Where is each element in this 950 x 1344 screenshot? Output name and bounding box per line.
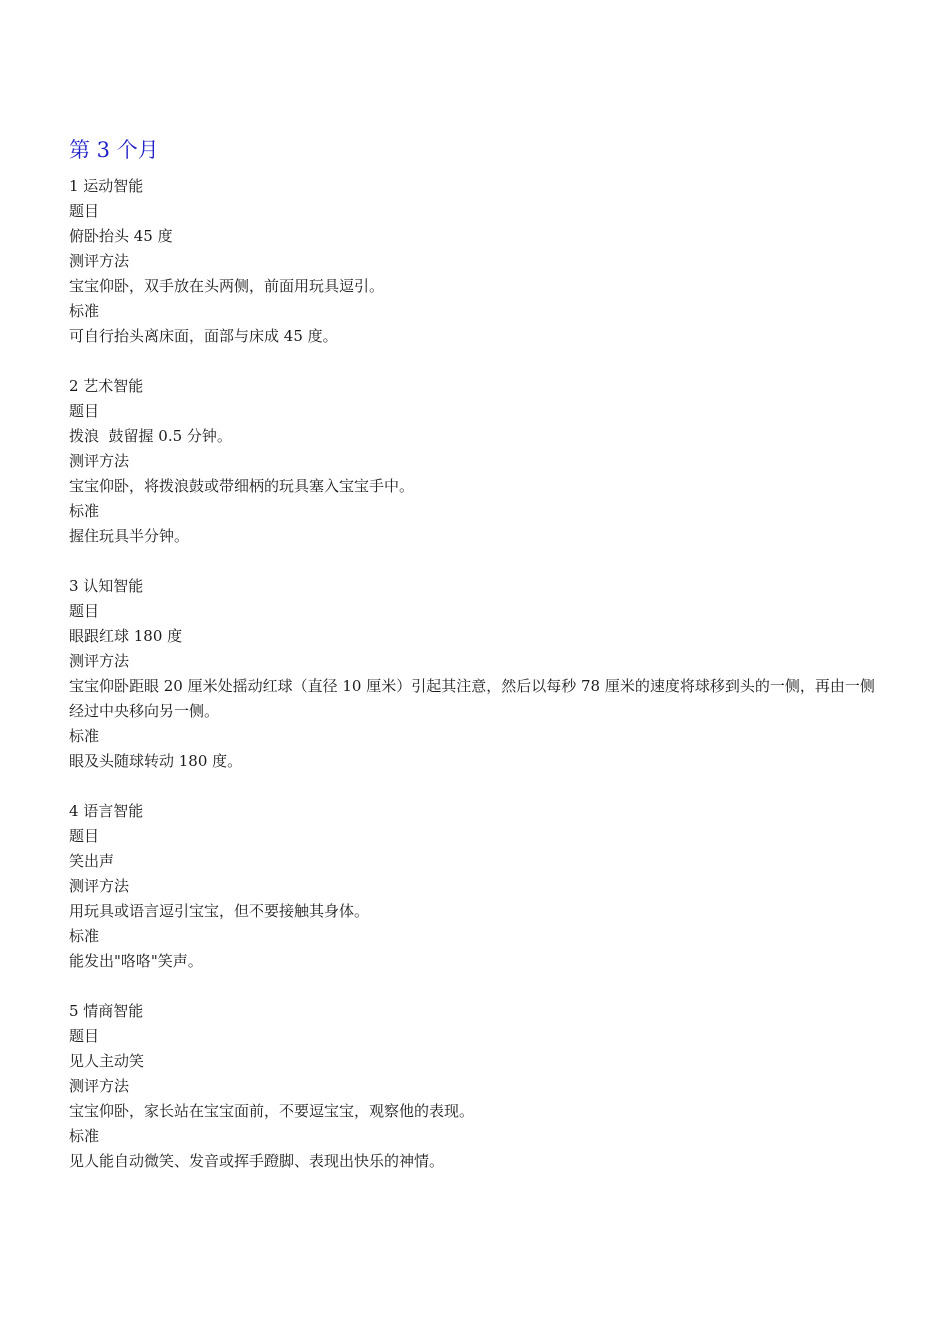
section-heading: 5 情商智能 [69,1002,144,1020]
method-label: 测评方法 [69,652,130,670]
method-text: 宝宝仰卧，将拨浪鼓或带细柄的玩具塞入宝宝手中。 [69,477,415,495]
section-heading: 4 语言智能 [69,802,144,820]
item-text: 眼跟红球 180 度 [69,627,183,645]
section-heading: 3 认知智能 [69,577,144,595]
method-text: 用玩具或语言逗引宝宝，但不要接触其身体。 [69,902,370,920]
item-label: 题目 [69,202,100,220]
method-label: 测评方法 [69,1077,130,1095]
standard-text: 见人能自动微笑、发音或挥手蹬脚、表现出快乐的神情。 [69,1152,445,1170]
method-label: 测评方法 [69,452,130,470]
item-label: 题目 [69,827,100,845]
section-emotional [69,999,889,1174]
method-label: 测评方法 [69,877,130,895]
method-label: 测评方法 [69,252,130,270]
standard-label: 标准 [69,727,100,745]
standard-label: 标准 [69,927,100,945]
method-text: 宝宝仰卧，家长站在宝宝面前，不要逗宝宝，观察他的表现。 [69,1102,475,1120]
item-text: 拨浪 鼓留握 0.5 分钟。 [69,427,232,445]
method-text: 宝宝仰卧距眼 20 厘米处摇动红球（直径 10 厘米）引起其注意，然后以每秒 78 厘米的速度将球移到头的一侧，再由一侧经过中央移向另一侧。 [69,677,875,720]
item-label: 题目 [69,1027,100,1045]
standard-text: 能发出"咯咯"笑声。 [69,952,203,970]
standard-text: 握住玩具半分钟。 [69,527,190,545]
standard-label: 标准 [69,1127,100,1145]
item-text: 见人主动笑 [69,1052,145,1070]
standard-text: 可自行抬头离床面，面部与床成 45 度。 [69,327,338,345]
standard-label: 标准 [69,302,100,320]
standard-label: 标准 [69,502,100,520]
item-text: 笑出声 [69,852,115,870]
item-label: 题目 [69,402,100,420]
item-text: 俯卧抬头 45 度 [69,227,173,245]
section-heading: 1 运动智能 [69,177,144,195]
document-page [69,134,889,1199]
section-art [69,374,889,549]
item-label: 题目 [69,602,100,620]
section-motor [69,174,889,349]
section-heading: 2 艺术智能 [69,377,144,395]
standard-text: 眼及头随球转动 180 度。 [69,752,243,770]
page-title: 第 3 个月 [69,138,159,162]
method-text: 宝宝仰卧，双手放在头两侧，前面用玩具逗引。 [69,277,385,295]
section-language [69,799,889,974]
section-cognitive [69,574,889,774]
